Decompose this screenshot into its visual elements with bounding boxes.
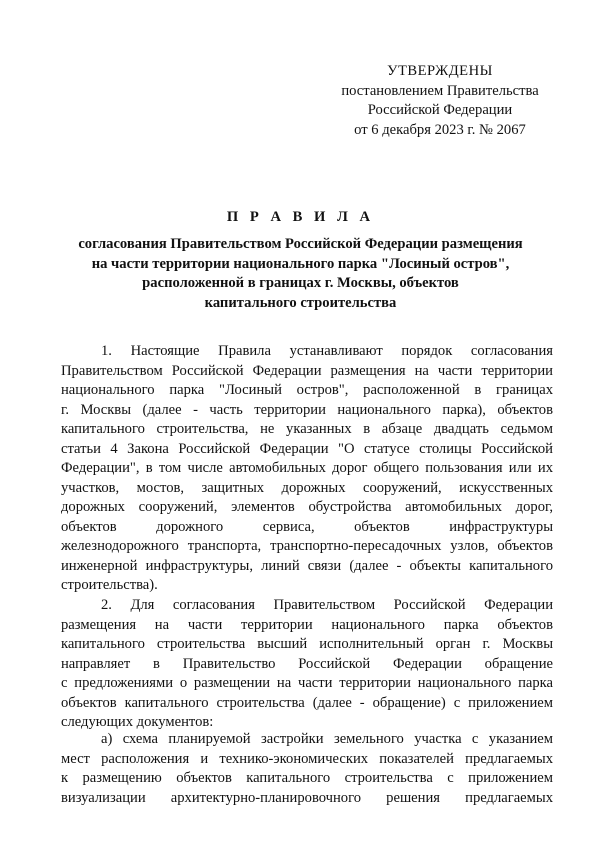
paragraph-3-text (61, 730, 553, 808)
document-title: П Р А В И Л А (226, 209, 375, 225)
text-line: 2. Для согласования Правительством Российской Федерации (101, 597, 553, 613)
paragraph-1-text (61, 342, 553, 596)
approval-heading: УТВЕРЖДЕНЫ (387, 63, 493, 79)
text-line: с предложениями о размещении на части территории национального парка (61, 675, 553, 691)
text-line: статьи 4 Закона Российской Федерации "О статусе столицы Российской (61, 440, 553, 457)
text-line: г. Москвы (далее - часть территории национального парка), объектов (61, 401, 553, 418)
text-line: визуализации архитектурно-планировочного решения предлагаемых (61, 789, 553, 806)
text-line: направляет в Правительство Российской Федерации обращение (61, 655, 553, 672)
approval-line-decree: постановлением Правительства (341, 82, 539, 99)
text-line: 1. Настоящие Правила устанавливают порядок согласования (101, 343, 553, 359)
text-line: размещения на части территории национального парка объектов (61, 616, 553, 633)
text-line: участков, мостов, защитных дорожных сооружений, искусственных (61, 479, 553, 496)
text-line: объектов дорожного сервиса, объектов инфраструктуры (61, 518, 553, 535)
approval-line-country: Российской Федерации (367, 102, 513, 118)
paragraph-1 (61, 342, 553, 596)
text-line: Правительством Российской Федерации размещения на части территории (61, 362, 553, 379)
document-subtitle (60, 235, 541, 313)
text-line: строительства). (61, 577, 158, 593)
text-line: мест расположения и технико-экономических показателей предлагаемых (61, 750, 553, 767)
text-line: а) схема планируемой застройки земельного участка с указанием (101, 731, 553, 747)
approval-line-date: от 6 декабря 2023 г. № 2067 (354, 121, 526, 138)
paragraph-2-text (61, 596, 553, 733)
subtitle-line: на части территории национального парка "Лосиный остров", (91, 255, 510, 272)
approval-stamp (320, 62, 560, 140)
paragraph-2 (61, 596, 553, 733)
subtitle-line: расположенной в границах г. Москвы, объектов (142, 275, 459, 291)
text-line: железнодорожного транспорта, транспортно-пересадочных узлов, объектов (61, 538, 553, 554)
paragraph-3 (61, 730, 553, 808)
text-line: национального парка "Лосиный остров", расположенной в границах (61, 382, 553, 398)
text-line: объектов капитального строительства (далее - обращение) с приложением (61, 694, 553, 711)
text-line: капитального строительства, не указанных в абзаце двадцать седьмом (61, 421, 553, 437)
text-line: инженерной инфраструктуры, линий связи (далее - объекты капитального (61, 557, 553, 574)
subtitle-line: согласования Правительством Российской Федерации размещения (78, 236, 523, 252)
text-line: к размещению объектов капитального строительства с приложением (61, 770, 553, 786)
text-line: следующих документов: (61, 714, 214, 730)
text-line: дорожных сооружений, элементов обустройства автомобильных дорог, (61, 499, 553, 515)
text-line: капитального строительства высший исполнительный орган г. Москвы (61, 636, 553, 652)
subtitle-line: капитального строительства (204, 294, 397, 311)
text-line: Федерации", в том числе автомобильных дорог общего пользования или их (61, 460, 553, 476)
